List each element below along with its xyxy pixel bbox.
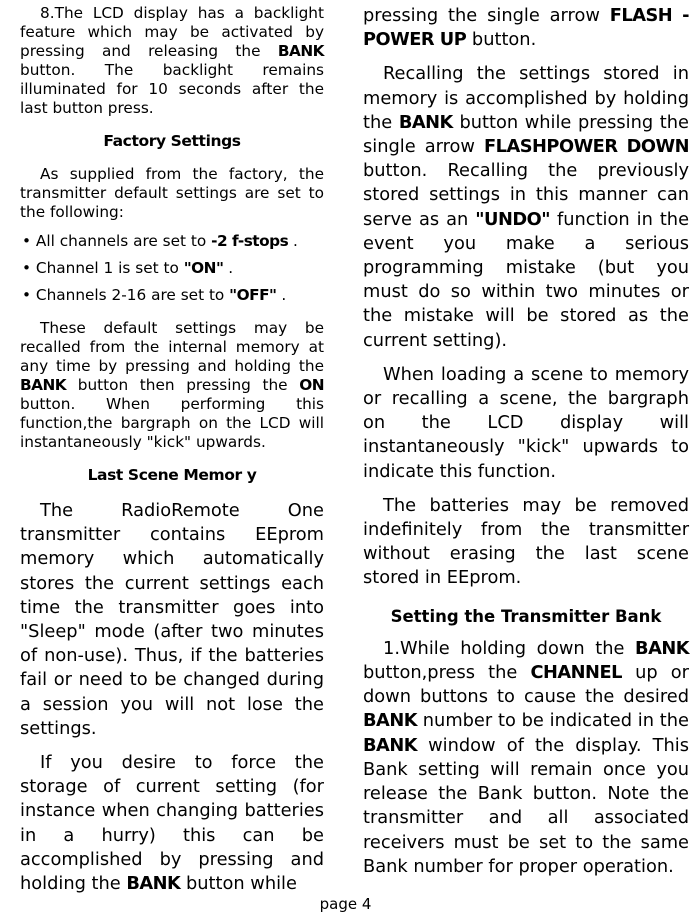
scene-bargraph-paragraph: When loading a scene to memory or recalling a scene, the bargraph on the LCD display will instantaneously "kick" upwards to indicate this function. <box>363 363 689 482</box>
eeprom-paragraph: The RadioRemote One transmitter contains EEprom memory which automatically stores the current settings each time the transmitter goes into "Sleep" mode (after two minutes of non-use). Thus, if the batteries fail or need to be changed during a session you will not lose the settings. <box>20 500 324 739</box>
bank-setting-paragraph: 1.While holding down the BANK button,press the CHANNEL up or down buttons to cause the desired BANK number to be indicated in the BANK window of the display. This Bank setting will remain once you release the Bank button. Note the transmitter and all associated receivers must be set to the same Bank number for proper operation. <box>363 637 689 877</box>
bullet-all-channels: • All channels are set to -2 f-stops . <box>22 232 298 250</box>
bullet-channel-1: • Channel 1 is set to "ON" . <box>22 259 234 277</box>
default-recall-paragraph: These default settings may be recalled from the internal memory at any time by pressing and holding the BANK button then pressing the ON button. When performing this function,the bargraph on the LCD will instantaneously "kick" upwards. <box>20 319 324 451</box>
page-number: page 4 <box>319 895 372 913</box>
right-column <box>363 4 689 879</box>
factory-intro-paragraph: As supplied from the factory, the transmitter default settings are set to the following: <box>20 165 324 221</box>
factory-settings-heading: Factory Settings <box>103 132 241 150</box>
recall-settings-paragraph: Recalling the settings stored in memory is accomplished by holding the BANK button while pressing the single arrow FLASHPOWER DOWN button. Recalling the previously stored settings in this manner can serve as an "UNDO" function in the event you make a serious programming mistake (but you must do so within two minutes or the mistake will be stored as the current setting). <box>363 63 690 351</box>
batteries-paragraph: The batteries may be removed indefinitely from the transmitter without erasing the last scene stored in EEprom. <box>363 494 689 589</box>
force-storage-paragraph: If you desire to force the storage of current setting (for instance when changing batteries in a hurry) this can be accomplished by pressing and holding the BANK button while <box>20 752 324 895</box>
transmitter-bank-heading: Setting the Transmitter Bank <box>390 606 662 626</box>
bullet-channels-2-16: • Channels 2-16 are set to "OFF" . <box>22 286 287 304</box>
left-column <box>20 4 324 896</box>
backlight-paragraph: 8.The LCD display has a backlight feature which may be activated by pressing and releasing the BANK button. The backlight remains illuminated for 10 seconds after the last button press. <box>20 4 324 117</box>
flash-power-up-paragraph: pressing the single arrow FLASH - POWER UP button. <box>363 5 689 51</box>
last-scene-memory-heading: Last Scene Memor y <box>87 466 257 484</box>
